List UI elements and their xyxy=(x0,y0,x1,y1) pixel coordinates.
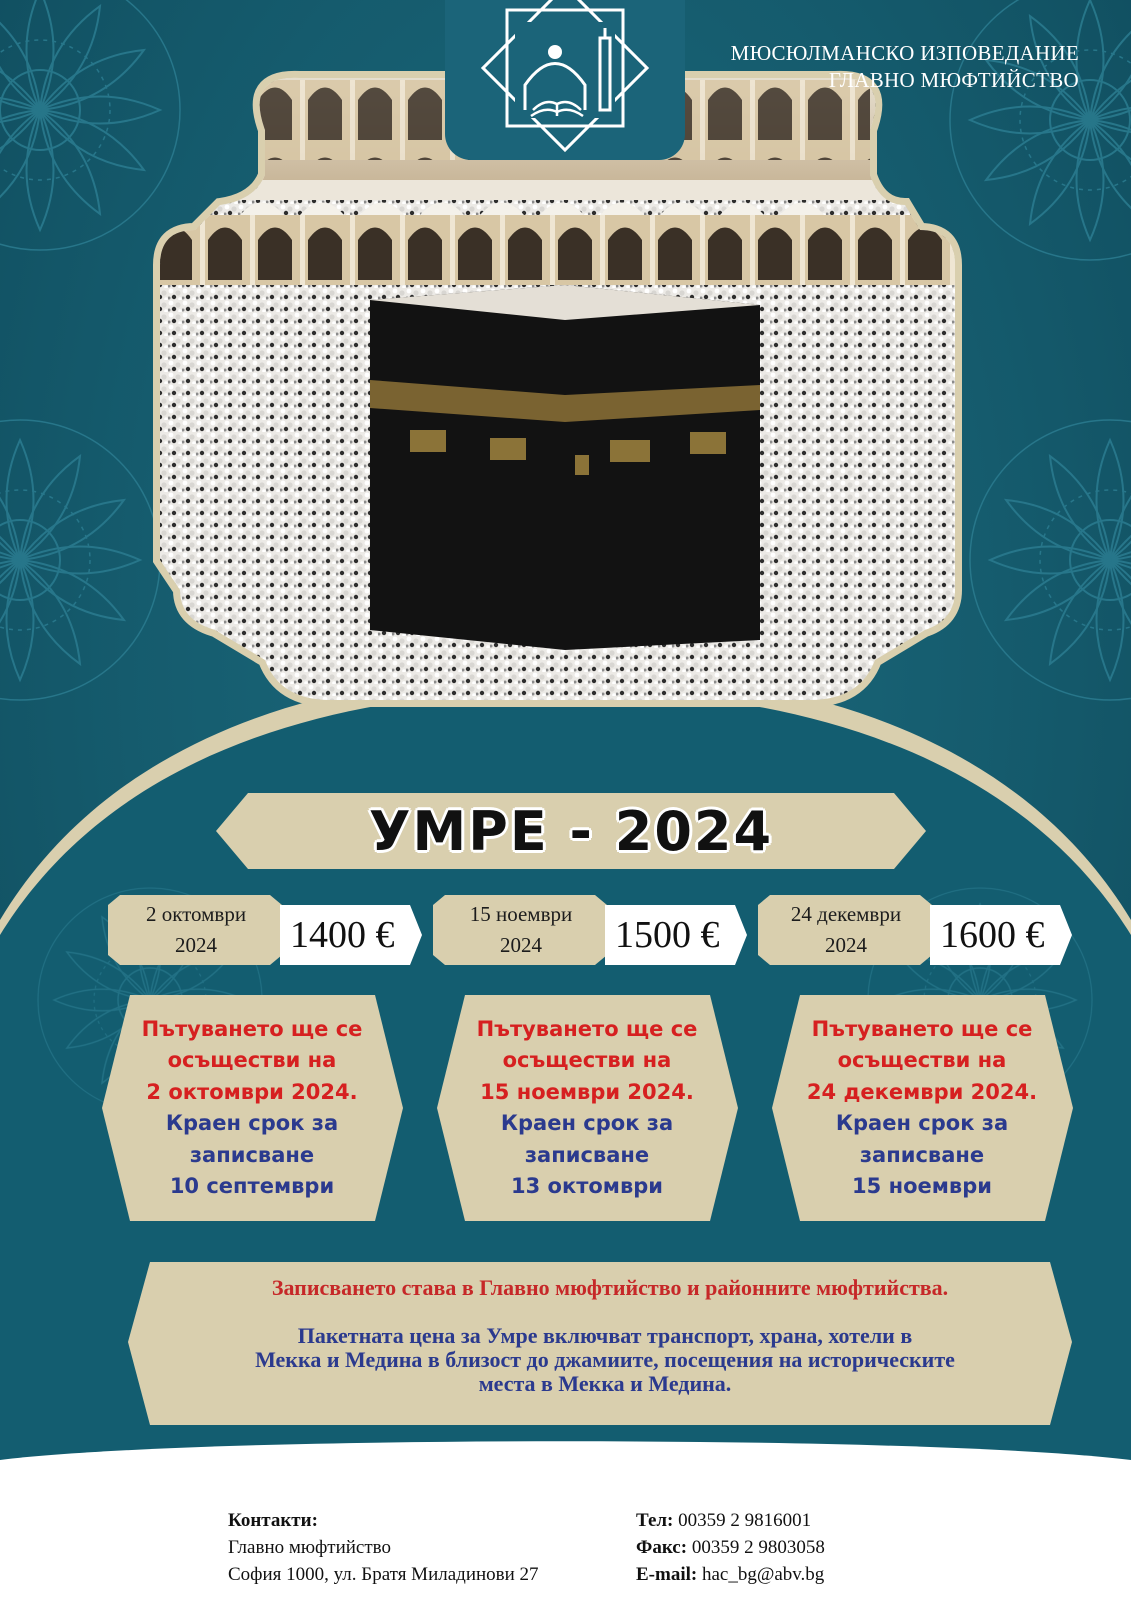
trip-3-departure-line-1: Пътуването ще се xyxy=(811,1016,1033,1041)
trip-info-1 xyxy=(102,995,402,1221)
date-tag-1-year: 2024 xyxy=(175,933,217,957)
contacts-address: София 1000, ул. Братя Миладинови 27 xyxy=(228,1564,539,1585)
registration-notice: Записването става в Главно мюфтийство и районните мюфтийства. xyxy=(271,1275,949,1300)
fax-number: 00359 2 9803058 xyxy=(691,1537,825,1558)
trip-2-departure-date: 15 ноември 2024. xyxy=(480,1079,694,1104)
phone-block xyxy=(636,1507,825,1588)
trip-info-2 xyxy=(437,995,737,1221)
trip-2-departure-line-2: осъществи на xyxy=(502,1048,672,1072)
footer-background xyxy=(0,1460,1131,1600)
contacts-org: Главно мюфтийство xyxy=(228,1537,391,1558)
trip-info-3 xyxy=(772,995,1072,1221)
date-tag-3-year: 2024 xyxy=(825,933,867,957)
tel-number[interactable]: 00359 2 9816001 xyxy=(678,1510,812,1531)
price-tag-3: 1600 € xyxy=(940,914,1045,956)
trip-1-departure-date: 2 октомври 2024. xyxy=(146,1079,358,1104)
package-line-2: Мекка и Медина в близост до джамиите, посещения на историческите xyxy=(255,1347,955,1372)
trip-2-deadline-date: 13 октомври xyxy=(510,1174,663,1198)
org-line-1: МЮСЮЛМАНСКО ИЗПОВЕДАНИЕ xyxy=(730,41,1079,65)
trip-3-deadline-line-1: Краен срок за xyxy=(835,1111,1009,1135)
trip-2-deadline-line-1: Краен срок за xyxy=(500,1111,674,1135)
trip-2-departure-line-1: Пътуването ще се xyxy=(476,1016,698,1041)
tel-label: Тел: xyxy=(636,1510,674,1531)
contacts-block xyxy=(228,1507,539,1588)
trip-1-departure-line-1: Пътуването ще се xyxy=(141,1016,363,1041)
fax-label: Факс: xyxy=(636,1537,688,1558)
notice-box xyxy=(130,1233,1075,1423)
package-line-3: места в Мекка и Медина. xyxy=(478,1371,732,1396)
date-tag-1-day: 2 октомври xyxy=(145,902,247,926)
package-description xyxy=(140,1324,1070,1396)
contacts-label: Контакти: xyxy=(228,1510,318,1531)
trip-2-deadline-line-2: записване xyxy=(524,1142,650,1167)
email-label: E-mail: xyxy=(636,1564,698,1585)
org-line-2: ГЛАВНО МЮФТИЙСТВО xyxy=(828,68,1079,92)
price-tag-2: 1500 € xyxy=(615,914,720,956)
date-tag-2-day: 15 ноември xyxy=(469,902,573,926)
email-link[interactable]: hac_bg@abv.bg xyxy=(701,1564,825,1585)
trip-1-departure-line-2: осъществи на xyxy=(167,1048,337,1072)
page-title: УМРЕ - 2024 xyxy=(368,799,774,863)
trip-1-deadline-date: 10 септември xyxy=(169,1174,335,1198)
package-line-1: Пакетната цена за Умре включват транспорт, храна, хотели в xyxy=(297,1323,913,1348)
trip-3-departure-line-2: осъществи на xyxy=(837,1048,1007,1072)
price-tag-1: 1400 € xyxy=(290,914,395,956)
date-tag-2 xyxy=(436,895,606,965)
trip-1-deadline-line-2: записване xyxy=(189,1142,315,1167)
trip-3-deadline-line-2: записване xyxy=(859,1142,985,1167)
date-tag-2-year: 2024 xyxy=(500,933,542,957)
trip-3-deadline-date: 15 ноември xyxy=(852,1174,992,1198)
trip-3-departure-date: 24 декември 2024. xyxy=(806,1079,1038,1104)
trip-1-deadline-line-1: Краен срок за xyxy=(165,1111,339,1135)
date-tag-3-day: 24 декември xyxy=(790,902,902,926)
date-tag-1 xyxy=(111,895,281,965)
date-tag-3 xyxy=(761,895,931,965)
